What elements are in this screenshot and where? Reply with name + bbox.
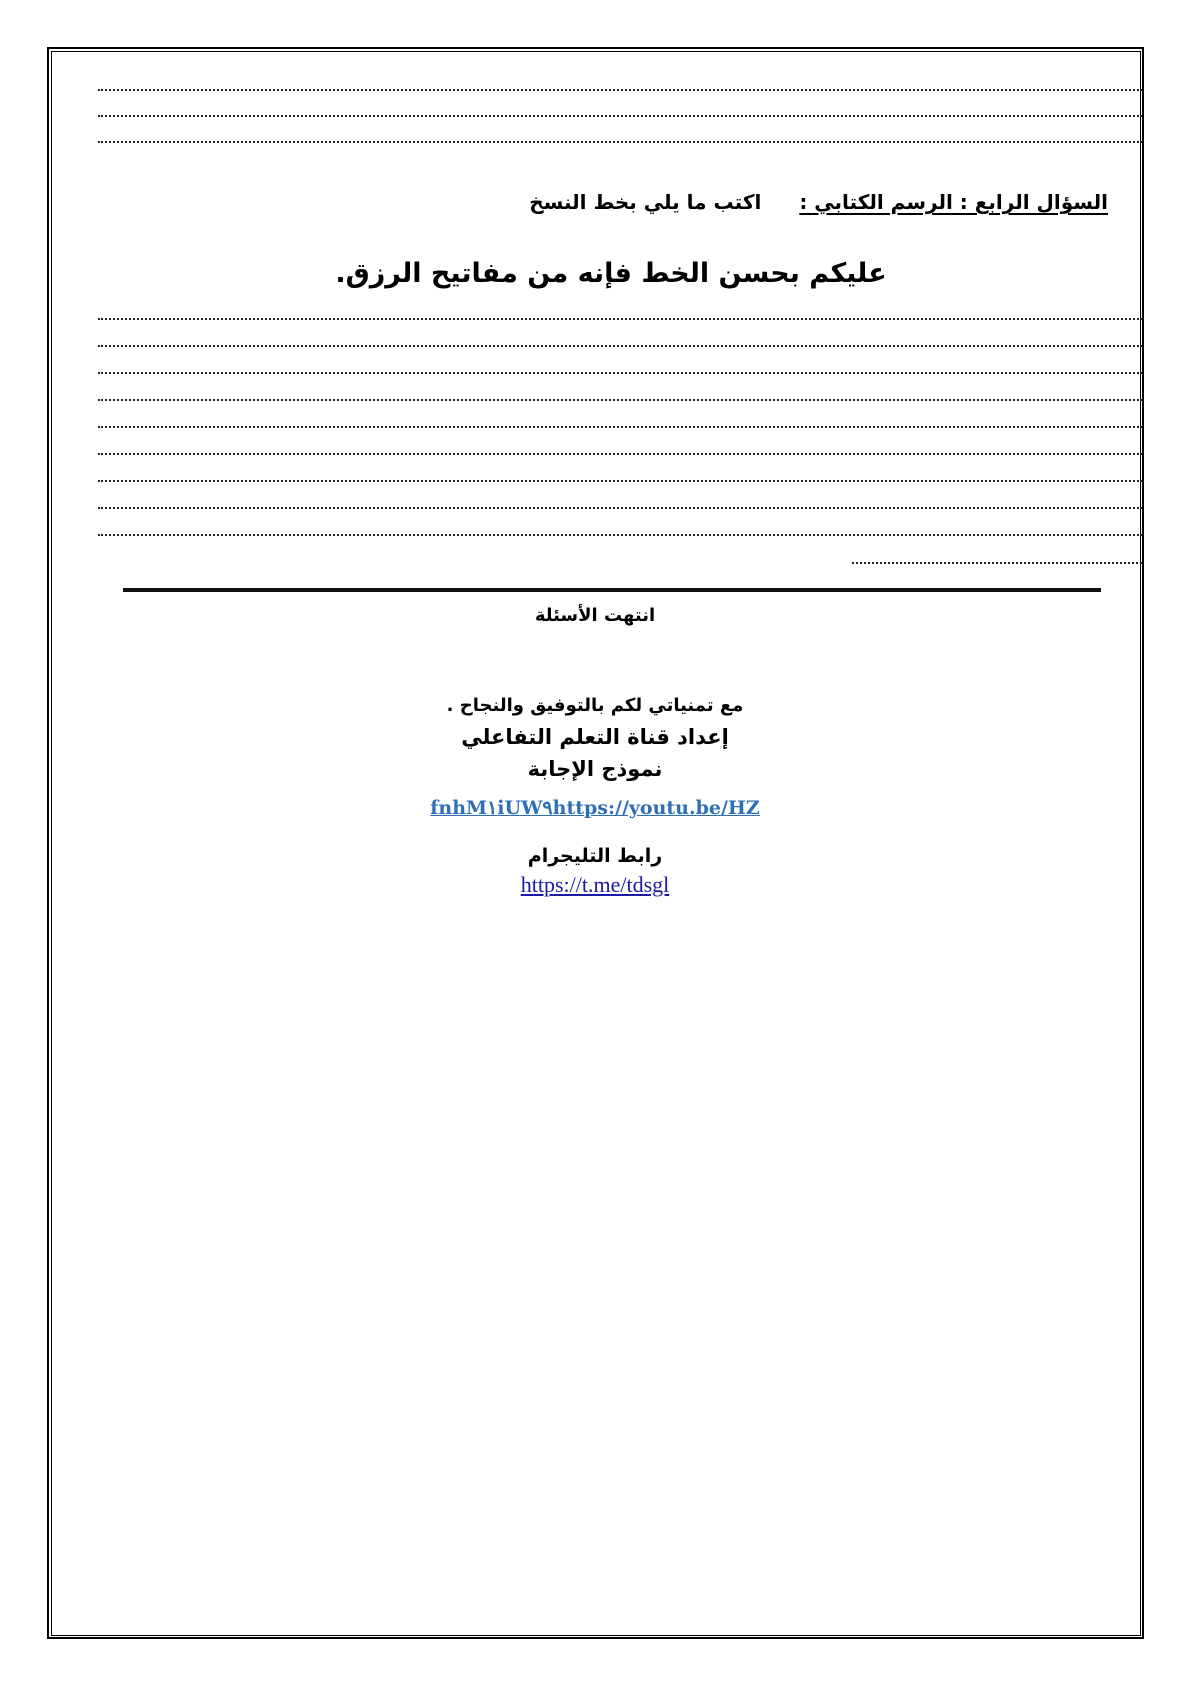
question-label: السؤال الرابع : الرسم الكتابي : — [799, 190, 1108, 214]
answer-line — [98, 141, 1142, 143]
answer-line — [98, 507, 1142, 509]
answer-line — [98, 399, 1142, 401]
answer-line — [98, 534, 1142, 536]
telegram-label: رابط التليجرام — [527, 845, 663, 867]
end-of-questions: انتهت الأسئلة — [534, 605, 656, 626]
section-separator — [123, 588, 1101, 592]
answer-line — [98, 115, 1142, 117]
answer-line — [98, 372, 1142, 374]
answer-line — [98, 480, 1142, 482]
copy-sentence — [0, 258, 1190, 289]
youtube-link-line — [0, 797, 1190, 819]
answer-line — [98, 345, 1142, 347]
telegram-link[interactable]: https://t.me/tdsgl — [520, 872, 670, 897]
copy-sentence-text: عليكم بحسن الخط فإنه من مفاتيح الرزق. — [335, 258, 887, 289]
answer-line — [98, 318, 1142, 320]
question-instruction: اكتب ما يلي بخط النسخ — [529, 190, 762, 214]
answer-line — [98, 89, 1142, 91]
telegram-link-line — [0, 872, 1190, 898]
answer-model-title: نموذج الإجابة — [527, 757, 663, 781]
wishes-text: مع تمنياتي لكم بالتوفيق والنجاح . — [446, 695, 744, 716]
answer-line — [98, 453, 1142, 455]
question-header — [529, 190, 1108, 214]
prepared-by: إعداد قناة التعلم التفاعلي — [461, 725, 729, 749]
answer-line-short — [852, 562, 1142, 564]
youtube-link[interactable]: fnhM١iUW٩https://youtu.be/HZ — [430, 797, 760, 819]
answer-line — [98, 426, 1142, 428]
